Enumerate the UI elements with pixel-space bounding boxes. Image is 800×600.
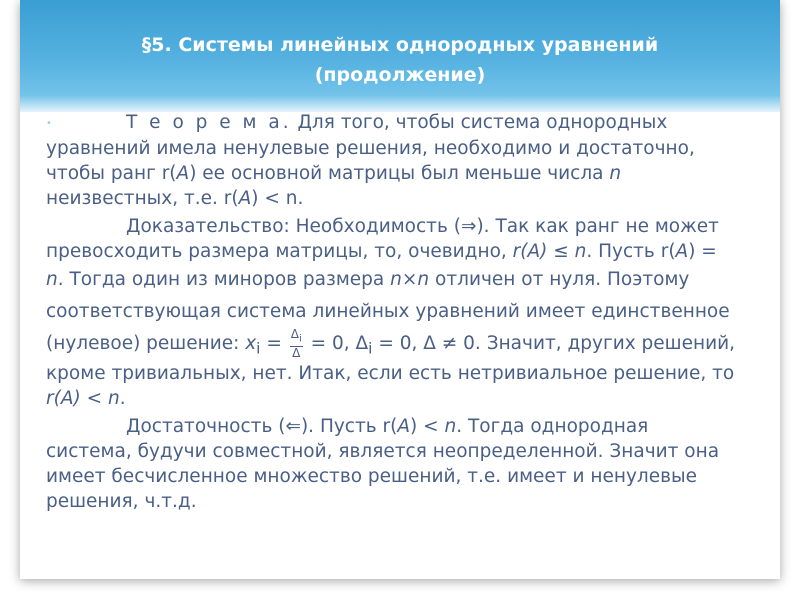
proof-1a: Доказательство: Необходимость ( <box>126 215 461 237</box>
title-line-1: §5. Системы линейных однородных уравнений <box>141 34 659 56</box>
slide-body <box>46 110 736 517</box>
theorem-text-1: Для того, чтобы система однородных уравнений имела ненулевые решения, необходимо и достаточно, чтобы ранг <box>46 112 695 184</box>
proof-1l: × <box>401 268 418 290</box>
proof-1c: r(A) <box>512 240 548 262</box>
proof-1o-sub: i <box>368 339 373 358</box>
proof-1k: n <box>390 268 402 290</box>
proof-xi-sub: i <box>256 339 261 358</box>
sufficiency-paragraph <box>46 414 736 514</box>
theorem-n2: n <box>285 187 298 209</box>
proof-1q: Значит, других решений, кроме тривиальных, нет. Итак, если есть нетривиальное решение, то <box>46 332 736 385</box>
proof-1s: < <box>80 388 108 410</box>
proof-1g: A <box>675 240 689 262</box>
theorem-A2: A <box>238 187 252 209</box>
suff-4: ) < <box>410 416 445 438</box>
proof-eq: = <box>260 332 288 354</box>
theorem-n: n <box>609 162 622 184</box>
proof-1d: ≤ <box>547 240 575 262</box>
slide-frame <box>20 0 780 579</box>
arrow-left-icon: ⇐ <box>285 416 301 438</box>
proof-1t: n <box>107 388 120 410</box>
delta-fraction <box>290 328 303 358</box>
proof-1n: отличен от нуля. Поэтому соответствующая система линейных уравнений имеет единственное (нулевое) решение: <box>46 268 730 354</box>
proof-paragraph <box>46 214 736 412</box>
proof-1f: . Пусть r( <box>586 240 676 262</box>
theorem-paragraph <box>46 110 736 211</box>
theorem-r: r( <box>161 162 177 184</box>
theorem-text-5: . <box>297 187 304 209</box>
fraction-denominator: Δ <box>292 345 301 360</box>
proof-1u: . <box>119 388 126 410</box>
theorem-text-4: ) < <box>251 187 286 209</box>
proof-1e: n <box>574 240 587 262</box>
proof-1j: . Тогда один из миноров размера <box>57 268 391 290</box>
proof-1h: ) = <box>688 240 717 262</box>
arrow-right-icon: ⇒ <box>460 215 477 237</box>
suff-3: A <box>397 416 411 438</box>
bullet-icon: • <box>46 117 52 129</box>
suff-6: . Тогда однородная система, будучи совместной, является неопределенной. Значит она имеет бесчисленное множество решений, т.е. имеет и ненулевые решения, ч.т.д. <box>46 416 720 513</box>
proof-1i: n <box>46 268 58 290</box>
proof-1r: r(A) <box>46 388 81 410</box>
proof-1o: = 0, Δ <box>304 332 369 354</box>
fraction-numerator <box>290 328 303 346</box>
proof-1p: = 0, Δ ≠ 0. <box>372 332 481 354</box>
theorem-A: A <box>176 162 190 184</box>
suff-5: n <box>444 416 457 438</box>
proof-1m: n <box>417 268 430 290</box>
theorem-text-2: ее основной матрицы был меньше числа <box>196 162 610 184</box>
fraction-num-delta: Δ <box>290 327 299 342</box>
suff-2: ). Пусть r( <box>300 416 398 438</box>
proof-xi: x <box>245 332 257 354</box>
fraction-num-sub: i <box>298 333 302 345</box>
theorem-text-3: неизвестных, т.е. r( <box>46 187 239 209</box>
title-line-2: (продолжение) <box>314 64 486 86</box>
suff-1: Достаточность ( <box>126 416 286 438</box>
theorem-close: ) <box>189 162 197 184</box>
slide-title <box>20 30 780 90</box>
theorem-word: Т е о р е м а. <box>126 112 292 133</box>
proof-1b: ). Так как ранг не может превосходить размера матрицы, то, очевидно, <box>46 215 719 262</box>
